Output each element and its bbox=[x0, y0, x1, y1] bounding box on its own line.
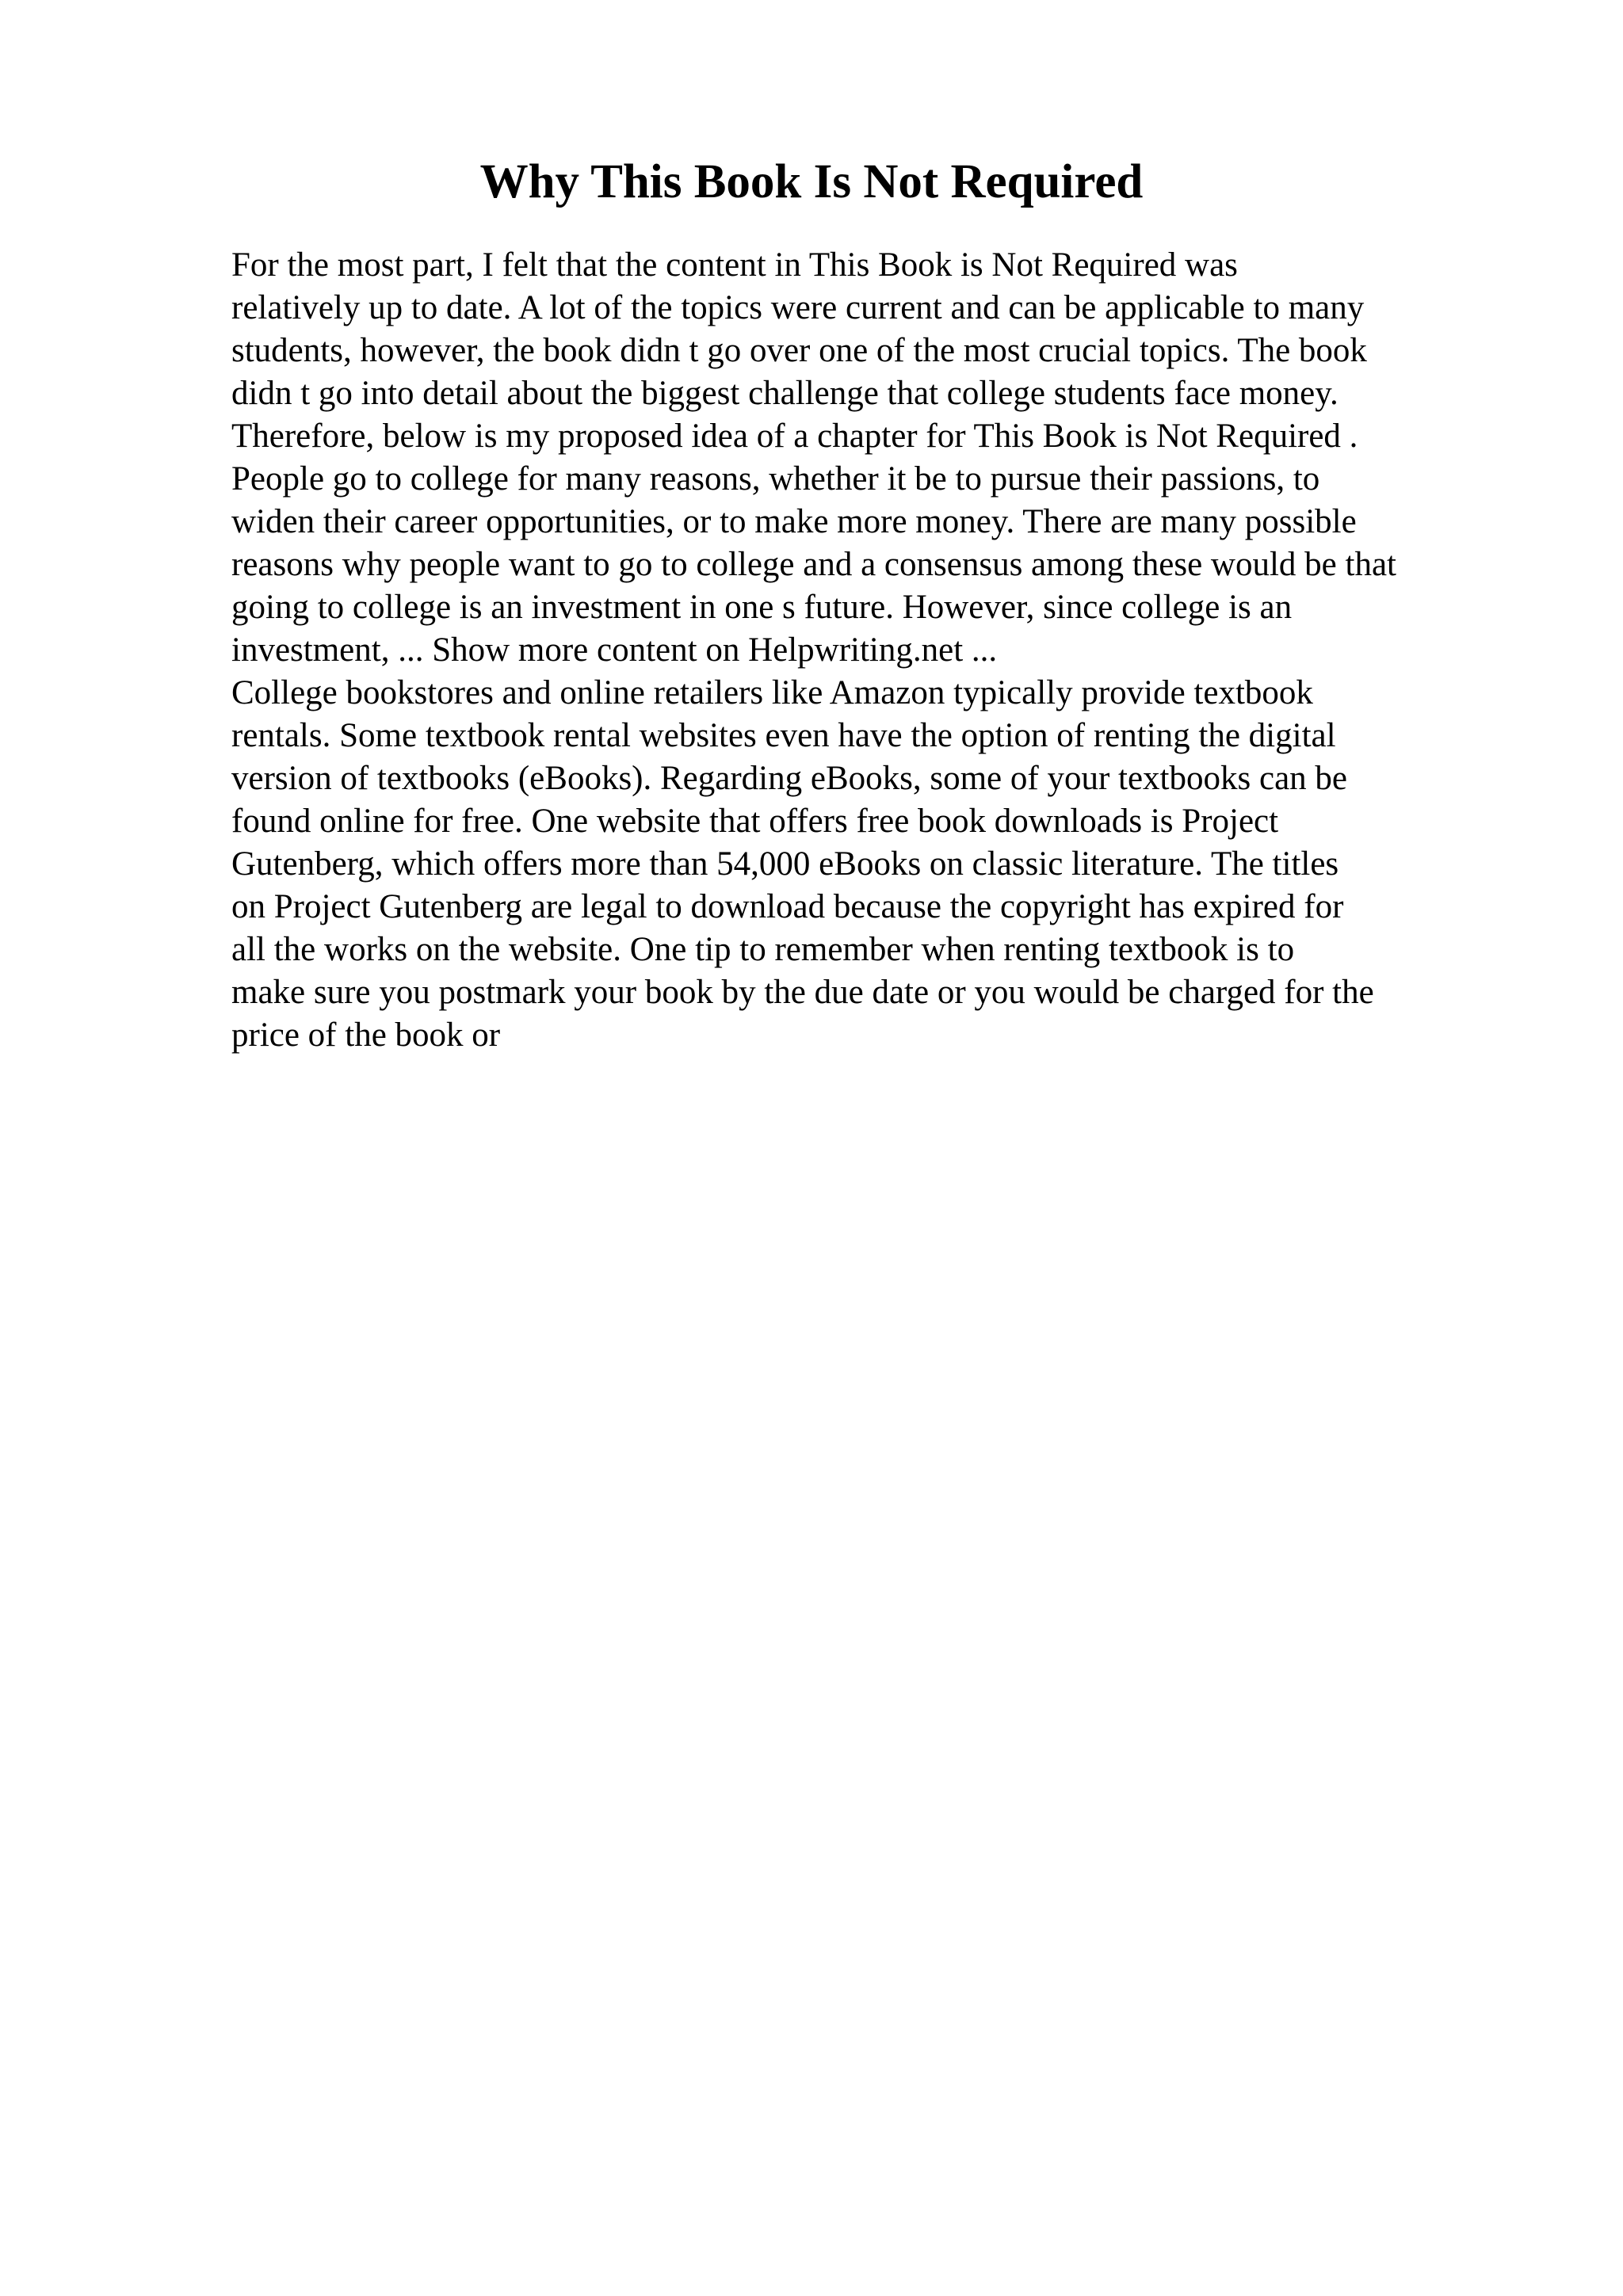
text-line: on Project Gutenberg are legal to download because the copyright has expired for bbox=[231, 888, 1344, 925]
text-line: For the most part, I felt that the content in This Book is Not Required was bbox=[231, 246, 1238, 284]
text-line: price of the book or bbox=[231, 1016, 501, 1054]
text-line: students, however, the book didn t go over one of the most crucial topics. The book bbox=[231, 332, 1367, 369]
text-line: found online for free. One website that offers free book downloads is Project bbox=[231, 803, 1279, 840]
text-line: investment, ... Show more content on Helpwriting.net ... bbox=[231, 631, 998, 669]
text-line: relatively up to date. A lot of the topics were current and can be applicable to many bbox=[231, 289, 1365, 326]
text-line: all the works on the website. One tip to remember when renting textbook is to bbox=[231, 931, 1295, 968]
text-line: didn t go into detail about the biggest challenge that college students face money. bbox=[231, 375, 1338, 412]
text-line: Therefore, below is my proposed idea of a chapter for This Book is Not Required . bbox=[231, 418, 1358, 455]
text-line: version of textbooks (eBooks). Regarding eBooks, some of your textbooks can be bbox=[231, 760, 1347, 797]
text-line: going to college is an investment in one s future. However, since college is an bbox=[231, 589, 1293, 626]
body-text bbox=[231, 244, 1531, 1057]
text-line: make sure you postmark your book by the due date or you would be charged for the bbox=[231, 974, 1374, 1011]
text-line: widen their career opportunities, or to make more money. There are many possible bbox=[231, 503, 1357, 540]
text-line: College bookstores and online retailers like Amazon typically provide textbook bbox=[231, 674, 1313, 711]
text-line: rentals. Some textbook rental websites even have the option of renting the digital bbox=[231, 717, 1336, 754]
text-line: reasons why people want to go to college and a consensus among these would be that bbox=[231, 546, 1396, 583]
page-title: Why This Book Is Not Required bbox=[479, 155, 1144, 208]
text-line: People go to college for many reasons, whether it be to pursue their passions, to bbox=[231, 460, 1320, 498]
text-line: Gutenberg, which offers more than 54,000 eBooks on classic literature. The titles bbox=[231, 845, 1339, 883]
